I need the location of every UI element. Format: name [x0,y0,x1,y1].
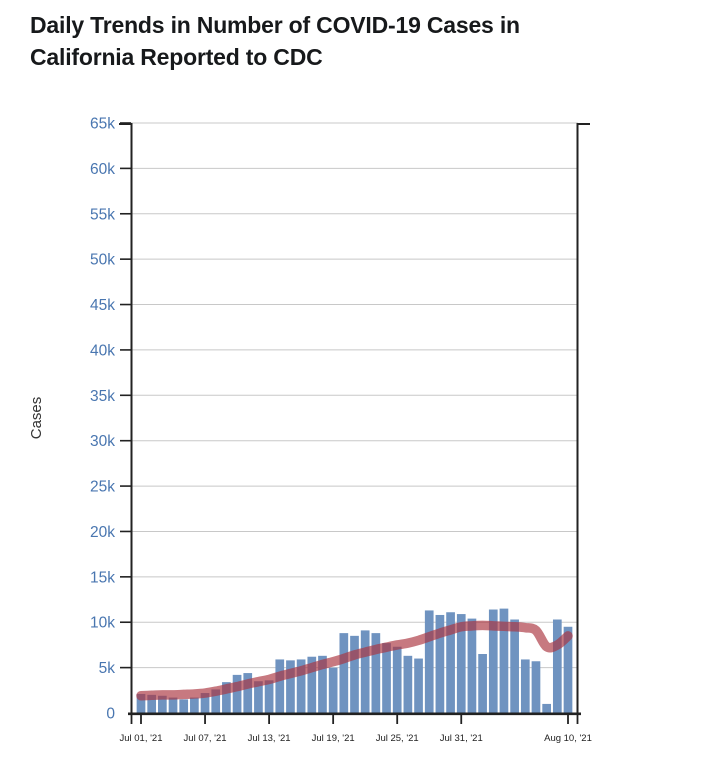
y-axis-label-40k: 40k [90,342,115,360]
y-axis-label-0: 0 [106,705,115,723]
y-axis-label-5k: 5k [98,660,115,678]
x-axis-label-aug-10-21: Aug 10, '21 [544,733,592,744]
bar-jul-04-21[interactable] [169,698,178,713]
x-axis-label-jul-07-21: Jul 07, '21 [183,733,227,744]
bar-jul-13-21[interactable] [265,680,274,713]
chart-title: Daily Trends in Number of COVID-19 Cases in California Reported to CDC [30,12,520,70]
bar-jul-25-21[interactable] [393,647,402,713]
y-axis-label-45k: 45k [90,297,115,315]
y-axis-label-60k: 60k [90,160,115,178]
bar-aug-07-21[interactable] [532,661,541,713]
bar-jul-24-21[interactable] [382,643,391,713]
y-axis-title: Cases [28,396,45,440]
bar-jul-06-21[interactable] [190,698,199,713]
x-axis-label-jul-19-21: Jul 19, '21 [311,733,355,744]
bar-jul-26-21[interactable] [404,656,413,713]
y-axis-label-50k: 50k [90,251,115,269]
bar-jul-14-21[interactable] [275,659,284,713]
bar-jul-28-21[interactable] [425,610,434,713]
bar-jul-21-21[interactable] [350,636,359,713]
bar-jul-19-21[interactable] [329,668,338,713]
y-axis-label-65k: 65k [90,115,115,133]
y-axis-label-35k: 35k [90,387,115,405]
bar-aug-05-21[interactable] [510,620,519,713]
bar-jul-27-21[interactable] [414,659,423,713]
y-axis-label-15k: 15k [90,569,115,587]
x-axis-label-jul-13-21: Jul 13, '21 [247,733,291,744]
bar-jul-10-21[interactable] [233,675,242,713]
x-axis-label-jul-31-21: Jul 31, '21 [439,733,483,744]
x-axis-label-jul-01-21: Jul 01, '21 [119,733,163,744]
y-axis-label-55k: 55k [90,206,115,224]
bar-aug-02-21[interactable] [478,654,487,713]
y-axis-label-25k: 25k [90,478,115,496]
bar-aug-06-21[interactable] [521,659,530,713]
bar-jul-22-21[interactable] [361,630,370,713]
bar-jul-05-21[interactable] [179,699,188,713]
y-axis-label-30k: 30k [90,433,115,451]
bar-aug-01-21[interactable] [468,619,477,713]
bar-jul-20-21[interactable] [339,633,348,713]
bar-aug-09-21[interactable] [553,620,562,713]
y-axis-label-20k: 20k [90,523,115,541]
y-axis-label-10k: 10k [90,614,115,632]
x-axis-label-jul-25-21: Jul 25, '21 [375,733,419,744]
bar-aug-08-21[interactable] [542,704,551,713]
